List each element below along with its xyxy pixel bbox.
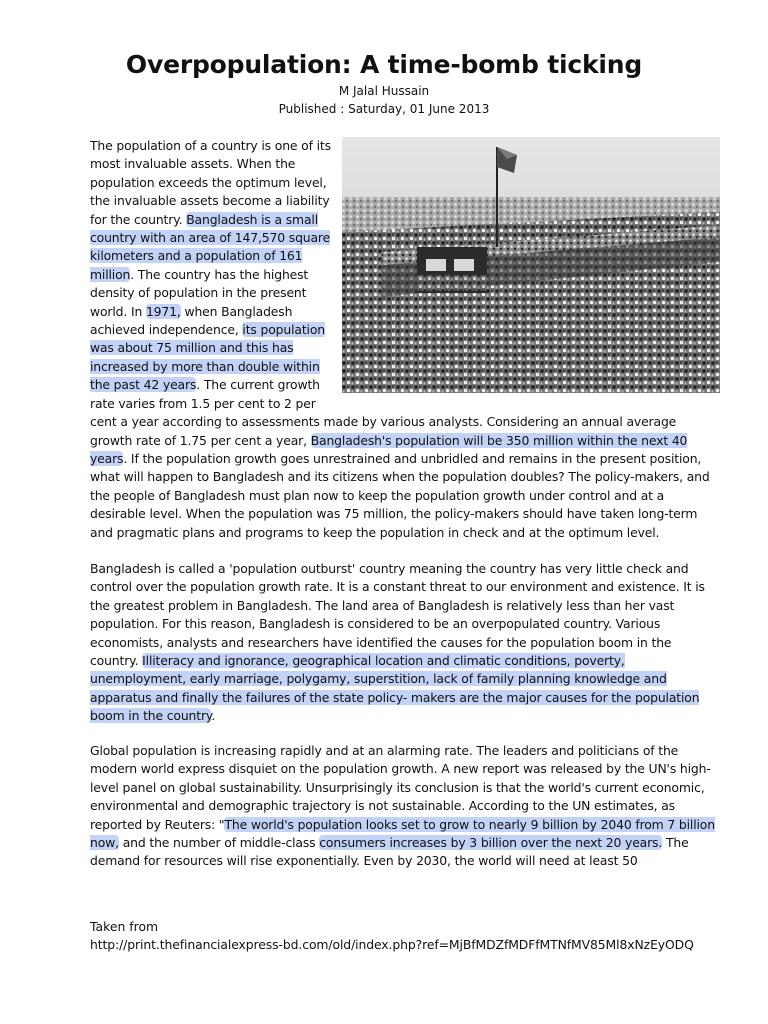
highlighted-text: Illiteracy and ignorance, geographical location and climatic conditions, poverty, unemployment, early marriage, polygamy, superstition, lack of family planning knowledge and apparatus and finally the failures of the state policy- makers are the major causes for the population boom in the country	[90, 653, 700, 724]
text-run: when Bangladesh achieved independence,	[90, 303, 293, 338]
text-run: Bangladesh is called a 'population outburst' country meaning the country has very little check and control over the population growth rate. It is a constant threat to our environment and existence. It is the greatest problem in Bangladesh. The land area of Bangladesh is relatively less than her vast population. For this reason, Bangladesh is considered to be an overpopulated country. Various economists, analysts and researchers have identified the causes for the population boom in the country.	[90, 561, 705, 669]
publish-date: Published : Saturday, 01 June 2013	[278, 102, 490, 116]
paragraph-3	[90, 742, 720, 871]
text-run: . If the population growth goes unrestrained and unbridled and remains in the present position, what will happen to Bangladesh and its citizens when the population doubles? The policy-makers, and the people of Bangladesh must plan now to keep the population growth under control and at a desirable level. When the population was 75 million, the policy-makers should have taken long-term and pragmatic plans and programs to keep the population in check and at the optimum level.	[90, 450, 710, 540]
text-run: and the number of middle-class	[118, 835, 320, 851]
photo-illustration	[342, 137, 720, 393]
text-run: .	[211, 708, 216, 724]
highlighted-text: its population was about 75 million and this has increased by more than double within the past 42 years	[90, 322, 325, 393]
highlighted-text: 1971,	[145, 303, 181, 319]
paragraph-2	[90, 560, 720, 726]
source-label: Taken from	[90, 919, 159, 934]
text-run: . The current growth rate varies from 1.5 per cent to 2 per cent a year according to assessments made by various analysts. Considering an annual average growth rate of 1.75 per cent a year,	[90, 377, 677, 448]
text-run: . The country has the highest density of population in the present world. In	[90, 266, 309, 319]
source-url: http://print.thefinancialexpress-bd.com/old/index.php?ref=MjBfMDZfMDFfMTNfMV85Ml8xNzEyODQ	[90, 937, 694, 952]
crowded-train-photo	[342, 137, 720, 393]
highlighted-text: Bangladesh's population will be 350 million within the next 40 years	[90, 432, 688, 466]
paragraph-1	[90, 137, 720, 542]
article-title: Overpopulation: A time-bomb ticking	[125, 50, 643, 79]
text-run: The demand for resources will rise exponentially. Even by 2030, the world will need at least 50	[90, 835, 689, 869]
highlighted-text: The world's population looks set to grow to nearly 9 billion by 2040 from 7 billion now,	[90, 816, 715, 851]
highlighted-text: consumers increases by 3 billion over the next 20 years.	[319, 835, 663, 851]
text-run: The population of a country is one of its most invaluable assets. When the population exceeds the optimum level, the invaluable assets become a liability for the country.	[90, 138, 331, 227]
text-run: Global population is increasing rapidly and at an alarming rate. The leaders and politicians of the modern world express disquiet on the population growth. A new report was released by the UN's high-level panel on global sustainability. Unsurprisingly its conclusion is that the world's current economic, environmental and demographic trajectory is not sustainable. According to the UN estimates, as reported by Reuters: "	[90, 743, 711, 832]
highlighted-text: Bangladesh is a small country with an area of 147,570 square kilometers and a population of 161 million	[90, 211, 331, 282]
article-author: M Jalal Hussain	[338, 84, 430, 98]
